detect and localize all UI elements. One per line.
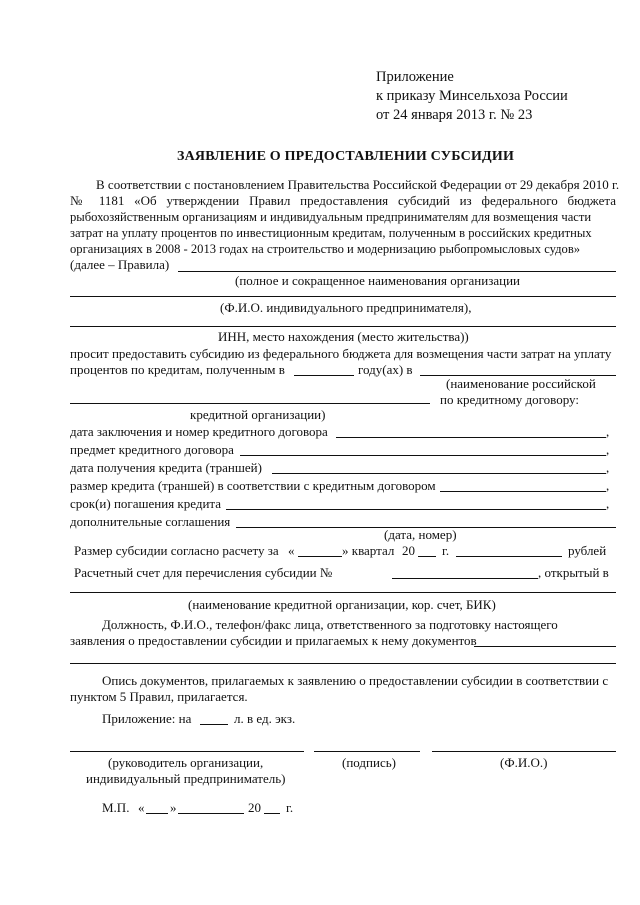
- field-end-comma: ,: [606, 442, 610, 457]
- org-name-line-2[interactable]: [70, 296, 616, 297]
- field-contract-subject: предмет кредитного договора: [70, 442, 234, 457]
- org-name-caption: (полное и сокращенное наименования организации: [235, 273, 520, 288]
- attachment-pages-field[interactable]: [200, 724, 228, 725]
- subsidy-year-field[interactable]: [418, 556, 436, 557]
- responsible-field[interactable]: [474, 646, 616, 647]
- stamp-quote-open: «: [138, 800, 145, 815]
- intro-line-2: № 1181 «Об утверждении Правил предоставления субсидий из федерального бюджета: [70, 193, 616, 208]
- intro-line-5: организациях в 2008 - 2013 годах на строительство и модернизацию рыбопромысловых судов»: [70, 242, 581, 256]
- quarter-quote-open: «: [288, 543, 295, 558]
- intro-line-6: (далее – Правила): [70, 257, 170, 272]
- field-contract-date-number: дата заключения и номер кредитного договора: [70, 424, 328, 439]
- attachment-suffix: л. в ед. экз.: [234, 711, 296, 726]
- repayment-term-input[interactable]: [226, 509, 606, 510]
- page-title: ЗАЯВЛЕНИЕ О ПРЕДОСТАВЛЕНИИ СУБСИДИИ: [177, 149, 515, 164]
- intro-line-3: рыбохозяйственным организациям и индивидуальным предпринимателям для возмещения части: [70, 210, 592, 224]
- credit-amount-input[interactable]: [440, 491, 606, 492]
- request-line-2a: процентов по кредитам, полученным в: [70, 362, 285, 377]
- intro-line-1: В соответствии с постановлением Правительства Российской Федерации от 29 декабря 2010 г.: [96, 177, 620, 192]
- quarter-field[interactable]: [298, 556, 342, 557]
- appendix-label: Приложение: [376, 69, 454, 85]
- bank-caption-3: кредитной организации): [190, 407, 326, 422]
- org-name-line[interactable]: [178, 271, 616, 272]
- bank-caption-1: (наименование российской: [446, 376, 596, 391]
- stamp-quote-close: »: [170, 800, 177, 815]
- fio-ip-caption: (Ф.И.О. индивидуального предпринимателя),: [220, 300, 472, 315]
- attachment-prefix: Приложение: на: [102, 711, 192, 726]
- stamp-year-field[interactable]: [264, 813, 280, 814]
- order-reference: к приказу Минсельхоза России: [376, 88, 568, 104]
- stamp-year-suffix: г.: [286, 800, 294, 815]
- fio-caption: (Ф.И.О.): [500, 755, 548, 770]
- intro-line-4: затрат на уплату процентов по инвестиционным кредитам, полученным в российских кредитных: [70, 226, 592, 240]
- stamp-mp: М.П.: [102, 800, 130, 815]
- account-label: Расчетный счет для перечисления субсидии №: [74, 565, 333, 580]
- field-end-comma: ,: [606, 424, 610, 439]
- responsible-line-1: Должность, Ф.И.О., телефон/факс лица, ответственного за подготовку настоящего: [102, 617, 558, 632]
- credit-year-field[interactable]: [294, 375, 354, 376]
- inventory-line-1: Опись документов, прилагаемых к заявлению о предоставлении субсидии в соответствии с: [102, 673, 609, 688]
- field-credit-amount: размер кредита (траншей) в соответствии с кредитным договором: [70, 478, 436, 493]
- signature-caption: (подпись): [342, 755, 396, 770]
- responsible-line-2: заявления о предоставлении субсидии и прилагаемых к нему документов: [70, 633, 477, 648]
- order-date-number: от 24 января 2013 г. № 23: [376, 107, 533, 123]
- head-caption-2: индивидуальный предприниматель): [86, 771, 286, 786]
- head-caption-1: (руководитель организации,: [108, 755, 264, 770]
- contract-date-number-input[interactable]: [336, 437, 606, 438]
- head-signature-line[interactable]: [70, 751, 304, 752]
- account-caption: (наименование кредитной организации, кор. счет, БИК): [188, 597, 496, 612]
- field-end-comma: ,: [606, 460, 610, 475]
- field-end-comma: ,: [606, 496, 610, 511]
- contract-subject-input[interactable]: [240, 455, 606, 456]
- field-credit-receipt-date: дата получения кредита (траншей): [70, 460, 262, 475]
- credit-receipt-date-input[interactable]: [272, 473, 606, 474]
- stamp-month-field[interactable]: [178, 813, 244, 814]
- field-repayment-term: срок(и) погашения кредита: [70, 496, 222, 511]
- bank-details-line[interactable]: [70, 592, 616, 593]
- fio-ip-line[interactable]: [70, 326, 616, 327]
- request-line-2b: году(ах) в: [358, 362, 413, 377]
- signature-line[interactable]: [314, 751, 420, 752]
- inventory-line-2: пунктом 5 Правил, прилагается.: [70, 689, 248, 704]
- subsidy-amount-field[interactable]: [456, 556, 562, 557]
- stamp-day-field[interactable]: [146, 813, 168, 814]
- responsible-field-line-2[interactable]: [70, 663, 616, 664]
- account-number-field[interactable]: [392, 578, 538, 579]
- account-opened-in: , открытый в: [538, 565, 609, 580]
- subsidy-year-prefix: 20: [402, 543, 415, 558]
- fio-signature-line[interactable]: [432, 751, 616, 752]
- bank-caption-2: по кредитному договору:: [440, 392, 580, 407]
- field-end-comma: ,: [606, 478, 610, 493]
- date-number-caption: (дата, номер): [384, 527, 457, 542]
- stamp-year-prefix: 20: [248, 800, 261, 815]
- field-additional-agreements: дополнительные соглашения: [70, 514, 231, 529]
- subsidy-year-suffix: г.: [442, 543, 450, 558]
- subsidy-label: Размер субсидии согласно расчету за: [74, 543, 279, 558]
- subsidy-currency: рублей: [568, 543, 607, 558]
- bank-name-line-2[interactable]: [70, 403, 430, 404]
- inn-caption: ИНН, место нахождения (место жительства)): [218, 329, 469, 344]
- request-line-1: просит предоставить субсидию из федерального бюджета для возмещения части затрат на уплату: [70, 346, 612, 361]
- quarter-quote-close: » квартал: [342, 543, 395, 558]
